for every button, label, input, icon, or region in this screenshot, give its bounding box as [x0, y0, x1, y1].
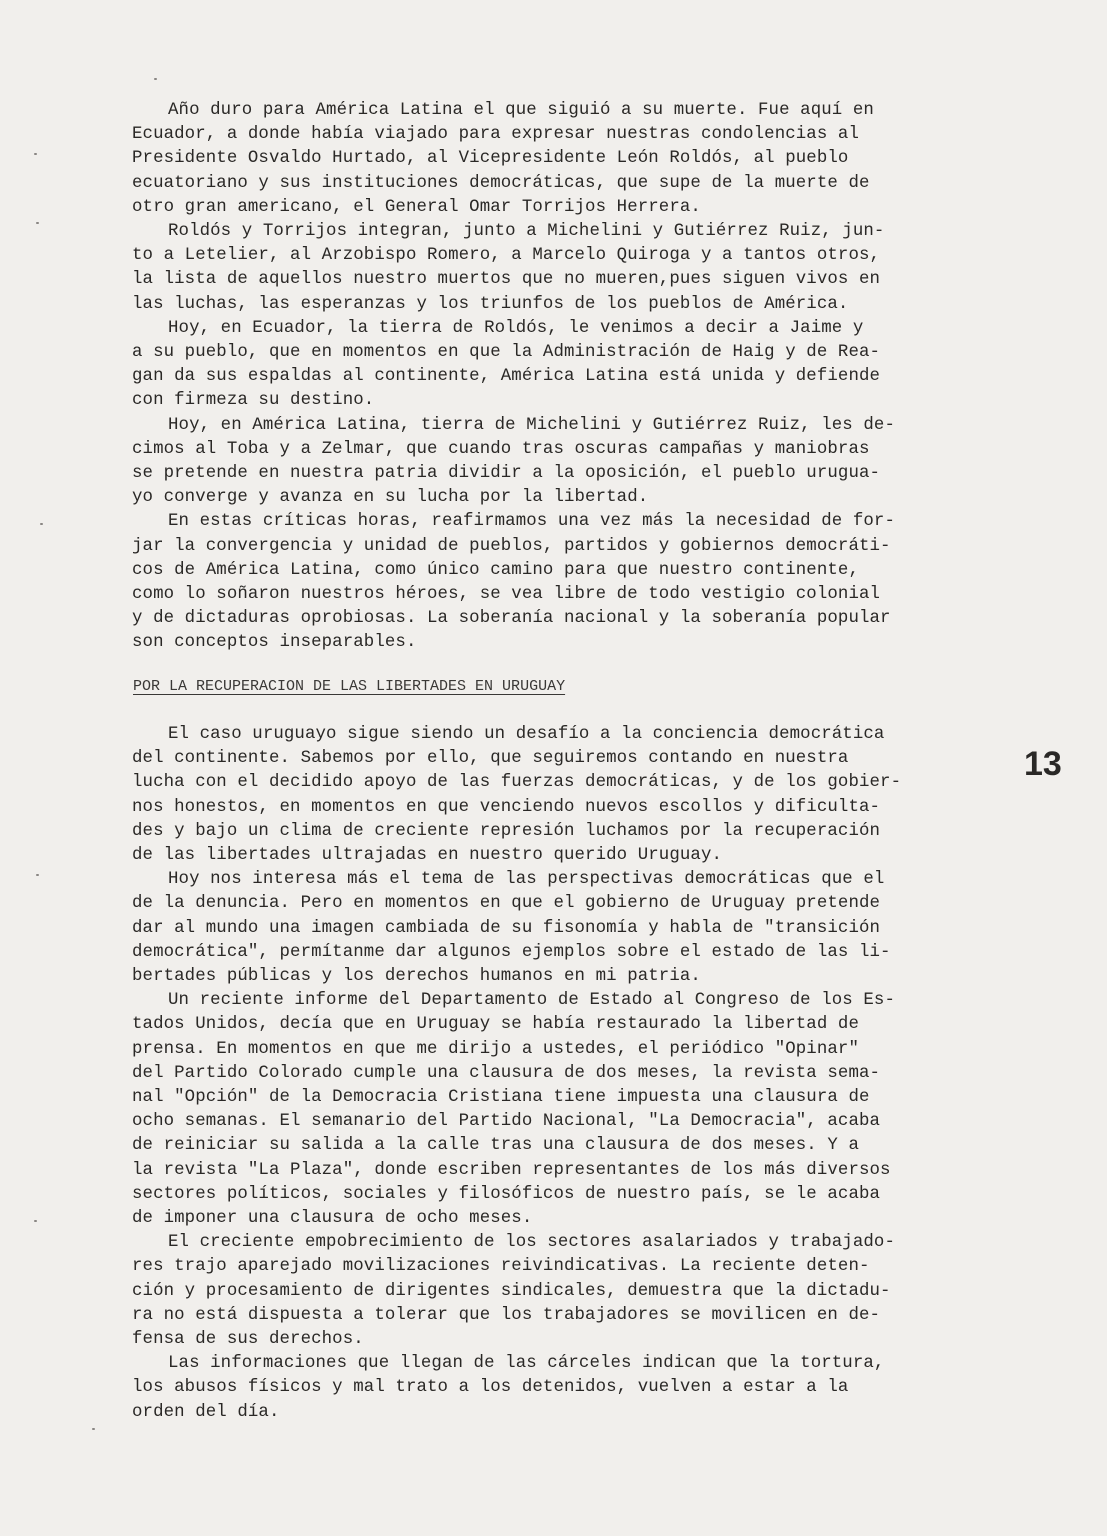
- text-line: y de dictaduras oprobiosas. La soberanía nacional y la soberanía popular: [132, 609, 891, 629]
- text-line: ocho semanas. El semanario del Partido Nacional, "La Democracia", acaba: [132, 1112, 881, 1132]
- text-line: yo converge y avanza en su lucha por la libertad.: [132, 488, 649, 508]
- text-line: a su pueblo, que en momentos en que la Administración de Haig y de Rea-: [132, 343, 881, 363]
- text-line: to a Letelier, al Arzobispo Romero, a Marcelo Quiroga y a tantos otros,: [132, 246, 881, 266]
- text-line: El creciente empobrecimiento de los sectores asalariados y trabajado-: [168, 1233, 895, 1253]
- scan-speck: [36, 874, 39, 876]
- text-line: son conceptos inseparables.: [132, 633, 417, 653]
- text-line: El caso uruguayo sigue siendo un desafío a la conciencia democrática: [168, 725, 885, 744]
- text-line: des y bajo un clima de creciente represión luchamos por la recuperación: [132, 821, 881, 841]
- text-line: las luchas, las esperanzas y los triunfos de los pueblos de América.: [132, 294, 849, 314]
- scan-speck: [40, 523, 43, 525]
- text-line: de imponer una clausura de ocho meses.: [132, 1209, 533, 1229]
- scan-speck: [154, 78, 157, 80]
- text-line: ecuatoriano y sus instituciones democráticas, que supe de la muerte de: [132, 173, 870, 193]
- text-line: Ecuador, a donde había viajado para expresar nuestras condolencias al: [132, 125, 859, 145]
- text-line: nal "Opción" de la Democracia Cristiana tiene impuesta una clausura de: [132, 1088, 870, 1108]
- text-line: de las libertades ultrajadas en nuestro querido Uruguay.: [132, 846, 723, 866]
- text-line: la revista "La Plaza", donde escriben representantes de los más diversos: [132, 1160, 891, 1180]
- text-line: sectores políticos, sociales y filosóficos de nuestro país, se le acaba: [132, 1184, 881, 1204]
- text-line: ción y procesamiento de dirigentes sindicales, demuestra que la dictadu-: [132, 1281, 891, 1301]
- text-line: ra no está dispuesta a tolerar que los trabajadores se movilicen en de-: [132, 1305, 881, 1325]
- text-line: otro gran americano, el General Omar Torrijos Herrera.: [132, 197, 701, 217]
- text-line: fensa de sus derechos.: [132, 1330, 364, 1350]
- text-line: Presidente Osvaldo Hurtado, al Vicepresidente León Roldós, al pueblo: [132, 149, 849, 169]
- text-line: del continente. Sabemos por ello, que seguiremos contando en nuestra: [132, 749, 849, 769]
- text-line: prensa. En momentos en que me dirijo a ustedes, el periódico "Opinar": [132, 1039, 859, 1059]
- text-line: bertades públicas y los derechos humanos en mi patria.: [132, 967, 701, 987]
- scan-speck: [34, 153, 37, 155]
- text-line: democrática", permítanme dar algunos ejemplos sobre el estado de las li-: [132, 942, 891, 962]
- text-line: cos de América Latina, como único camino para que nuestro continente,: [132, 560, 859, 580]
- text-line: de reiniciar su salida a la calle tras una clausura de dos meses. Y a: [132, 1136, 859, 1156]
- text-line: orden del día.: [132, 1402, 280, 1422]
- text-line: tados Unidos, decía que en Uruguay se había restaurado la libertad de: [132, 1015, 859, 1035]
- text-block-uruguay: [132, 723, 1002, 1425]
- text-line: nos honestos, en momentos en que venciendo nuevos escollos y dificulta-: [132, 797, 881, 817]
- scan-speck: [92, 1428, 95, 1430]
- section-heading: POR LA RECUPERACION DE LAS LIBERTADES EN URUGUAY: [133, 678, 566, 695]
- text-line: la lista de aquellos nuestro muertos que no mueren,pues siguen vivos en: [132, 270, 881, 290]
- text-line: Hoy, en América Latina, tierra de Michelini y Gutiérrez Ruiz, les de-: [168, 415, 895, 435]
- text-line: Roldós y Torrijos integran, junto a Michelini y Gutiérrez Ruiz, jun-: [168, 222, 885, 242]
- text-line: Las informaciones que llegan de las cárceles indican que la tortura,: [168, 1354, 885, 1374]
- text-line: como lo soñaron nuestros héroes, se vea libre de todo vestigio colonial: [132, 585, 881, 605]
- text-line: del Partido Colorado cumple una clausura de dos meses, la revista sema-: [132, 1063, 881, 1083]
- text-line: los abusos físicos y mal trato a los detenidos, vuelven a estar a la: [132, 1378, 849, 1398]
- text-line: jar la convergencia y unidad de pueblos, partidos y gobiernos democráti-: [132, 536, 891, 556]
- scan-speck: [34, 1220, 37, 1222]
- text-line: gan da sus espaldas al continente, América Latina está unida y defiende: [132, 367, 881, 387]
- text-line: Hoy nos interesa más el tema de las perspectivas democráticas que el: [168, 870, 885, 890]
- text-line: con firmeza su destino.: [132, 391, 375, 411]
- text-line: cimos al Toba y a Zelmar, que cuando tras oscuras campañas y maniobras: [132, 439, 870, 459]
- page-number: 13: [1024, 745, 1062, 783]
- text-line: se pretende en nuestra patria dividir a la oposición, el pueblo urugua-: [132, 464, 881, 484]
- text-line: res trajo aparejado movilizaciones reivindicativas. La reciente deten-: [132, 1257, 870, 1277]
- scan-speck: [36, 222, 39, 224]
- text-line: Hoy, en Ecuador, la tierra de Roldós, le venimos a decir a Jaime y: [168, 318, 864, 338]
- text-block-intro: [132, 99, 1002, 656]
- text-line: dar al mundo una imagen cambiada de su fisonomía y habla de "transición: [132, 918, 881, 938]
- text-line: Un reciente informe del Departamento de Estado al Congreso de los Es-: [168, 991, 895, 1011]
- text-line: lucha con el decidido apoyo de las fuerzas democráticas, y de los gobier-: [132, 773, 902, 793]
- text-line: de la denuncia. Pero en momentos en que el gobierno de Uruguay pretende: [132, 894, 881, 914]
- text-line: En estas críticas horas, reafirmamos una vez más la necesidad de for-: [168, 512, 895, 532]
- text-line: Año duro para América Latina el que siguió a su muerte. Fue aquí en: [168, 101, 874, 120]
